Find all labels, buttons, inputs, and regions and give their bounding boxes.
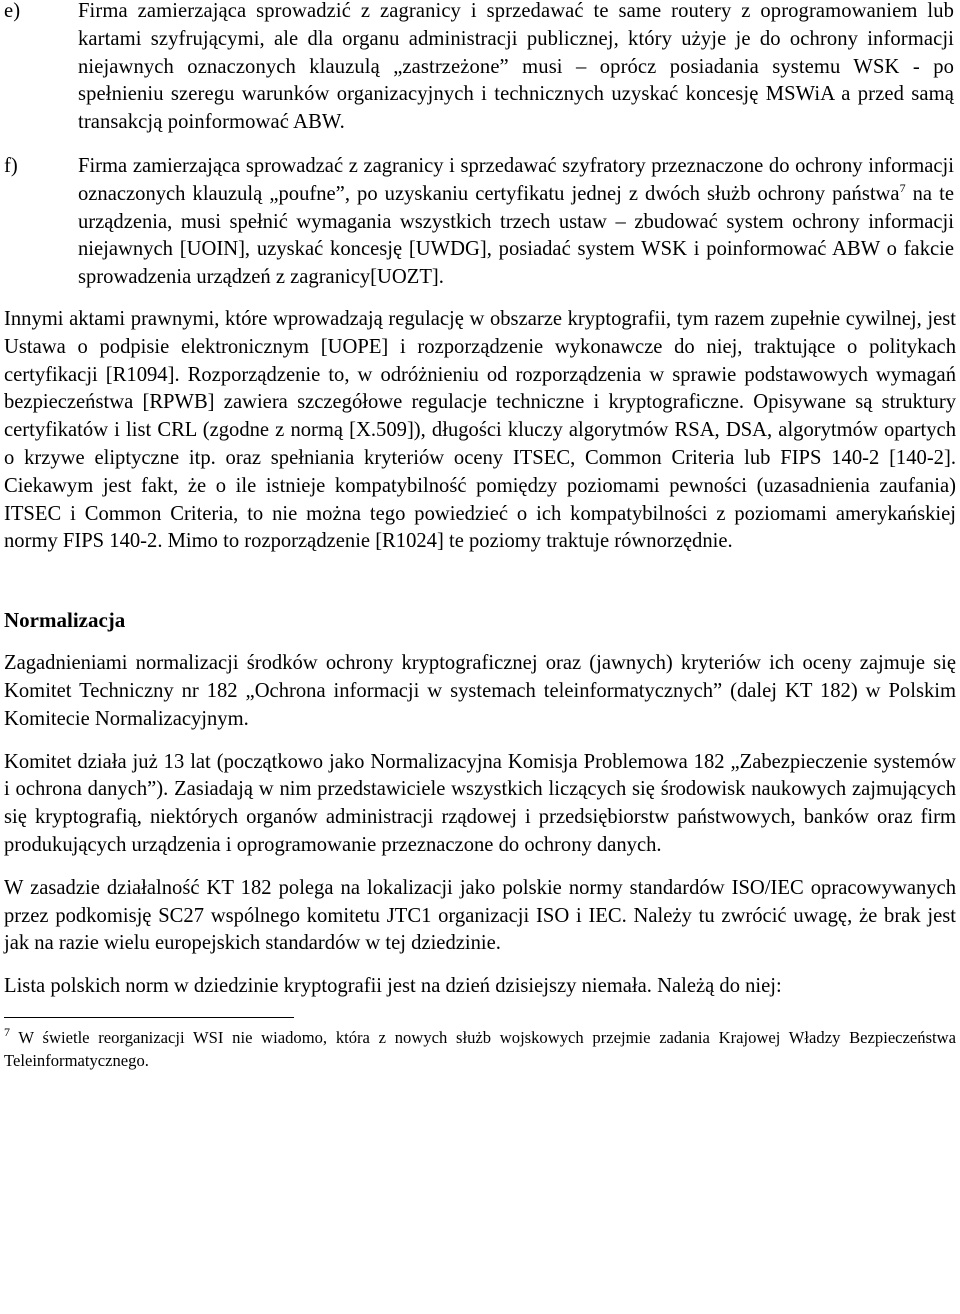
paragraph-committee-history: Komitet działa już 13 lat (początkowo jako Normalizacyjna Komisja Problemowa 182 „Zabezpieczenie systemów i ochrona danych”). Zasiadają w nim przedstawiciele wszystkich liczących się środowisk naukowych zajmujących się kryptografią, niektórych organów administracji rządowej i przedsiębiorstw państwowych, banków oraz firm produkujących urządzenia i oprogramowanie przeznaczone do ochrony danych.: [4, 750, 956, 856]
paragraph-committee-activity: W zasadzie działalność KT 182 polega na lokalizacji jako polskie normy standardów ISO/IEC opracowywanych przez podkomisję SC27 wspólnego komitetu JTC1 organizacji ISO i IEC. Należy tu zwrócić uwagę, że brak jest jak na razie wielu europejskich standardów w tej dziedzinie.: [4, 876, 956, 955]
document-page: [4, 0, 956, 1072]
footnote: [4, 1026, 956, 1072]
footnote-reference[interactable]: 7: [899, 180, 906, 195]
paragraph-legal-acts: Innymi aktami prawnymi, które wprowadzają regulację w obszarze kryptografii, tym razem zupełnie cywilnej, jest Ustawa o podpisie elektronicznym [UOPE] i rozporządzenie wykonawcze do niej, traktujące o politykach certyfikacji [R1094]. Rozporządzenie to, w odróżnieniu od rozporządzenia w sprawie podstawowych wymagań bezpieczeństwa [RPWB] zawiera szczegółowe regulacje techniczne i kryptograficzne. Opisywane są struktury certyfikatów i list CRL (zgodne z normą [X.509]), długości kluczy algorytmów RSA, DSA, algorytmów opartych o krzywe eliptyczne itp. oraz spełniania kryteriów oceny ITSEC, Common Criteria lub FIPS 140-2 [140-2]. Ciekawym jest fakt, że o ile istnieje kompatybilność pomiędzy poziomami pewności (uzasadnienia zaufania) ITSEC i Common Criteria, to nie można tego powiedzieć o ich kompatybilności z poziomami amerykańskiej normy FIPS 140-2. Mimo to rozporządzenie [R1024] te poziomy traktuje równorzędnie.: [4, 307, 956, 553]
list-item-f: [4, 153, 954, 292]
paragraph-committee-intro: Zagadnieniami normalizacji środków ochrony kryptograficznej oraz (jawnych) kryteriów ich oceny zajmuje się Komitet Techniczny nr 182 „Ochrona informacji w systemach teleinformatycznych” (dalej KT 182) w Polskim Komitecie Normalizacyjnym.: [4, 652, 956, 730]
list-label-e: e): [4, 0, 21, 22]
list-label-f: f): [4, 154, 18, 177]
list-item-e-text: Firma zamierzająca sprowadzić z zagranicy i sprzedawać te same routery z oprogramowaniem lub kartami szyfrującymi, ale dla organu administracji publicznej, który użyje je do ochrony informacji niejawnych oznaczonych klauzulą „zastrzeżone” musi – oprócz posiadania systemu WSK - po spełnieniu szeregu warunków organizacyjnych i technicznych uzyskać koncesję MSWiA a przed samą transakcją poinformować ABW.: [78, 0, 954, 134]
footnote-number: 7: [4, 1024, 10, 1039]
list-item-f-text-start: Firma zamierzająca sprowadzać z zagranicy i sprzedawać szyfratory przeznaczone do ochrony informacji oznaczonych klauzulą „poufne”, po uzyskaniu certyfikatu jednej z dwóch służb ochrony państwa: [78, 154, 954, 205]
list-item-f-text-end: na te urządzenia, musi spełnić wymagania wszystkich trzech ustaw – zbudować system ochrony informacji niejawnych [UOIN], uzyskać koncesję [UWDG], posiadać system WSK i poinformować ABW o fakcie sprowadzenia urządzeń z zagranicy[UOZT].: [78, 182, 954, 289]
footnote-separator: [4, 1017, 294, 1018]
paragraph-norms-list-intro: Lista polskich norm w dziedzinie kryptografii jest na dzień dzisiejszy niemała. Należą do niej:: [4, 975, 782, 998]
list-item-e: [4, 0, 954, 137]
footnote-text: W świetle reorganizacji WSI nie wiadomo, która z nowych służb wojskowych przejmie zadania Krajowej Władzy Bezpieczeństwa Teleinformatycznego.: [4, 1027, 956, 1070]
list-item-f-text: [78, 153, 954, 292]
section-heading: Normalizacja: [4, 608, 126, 633]
